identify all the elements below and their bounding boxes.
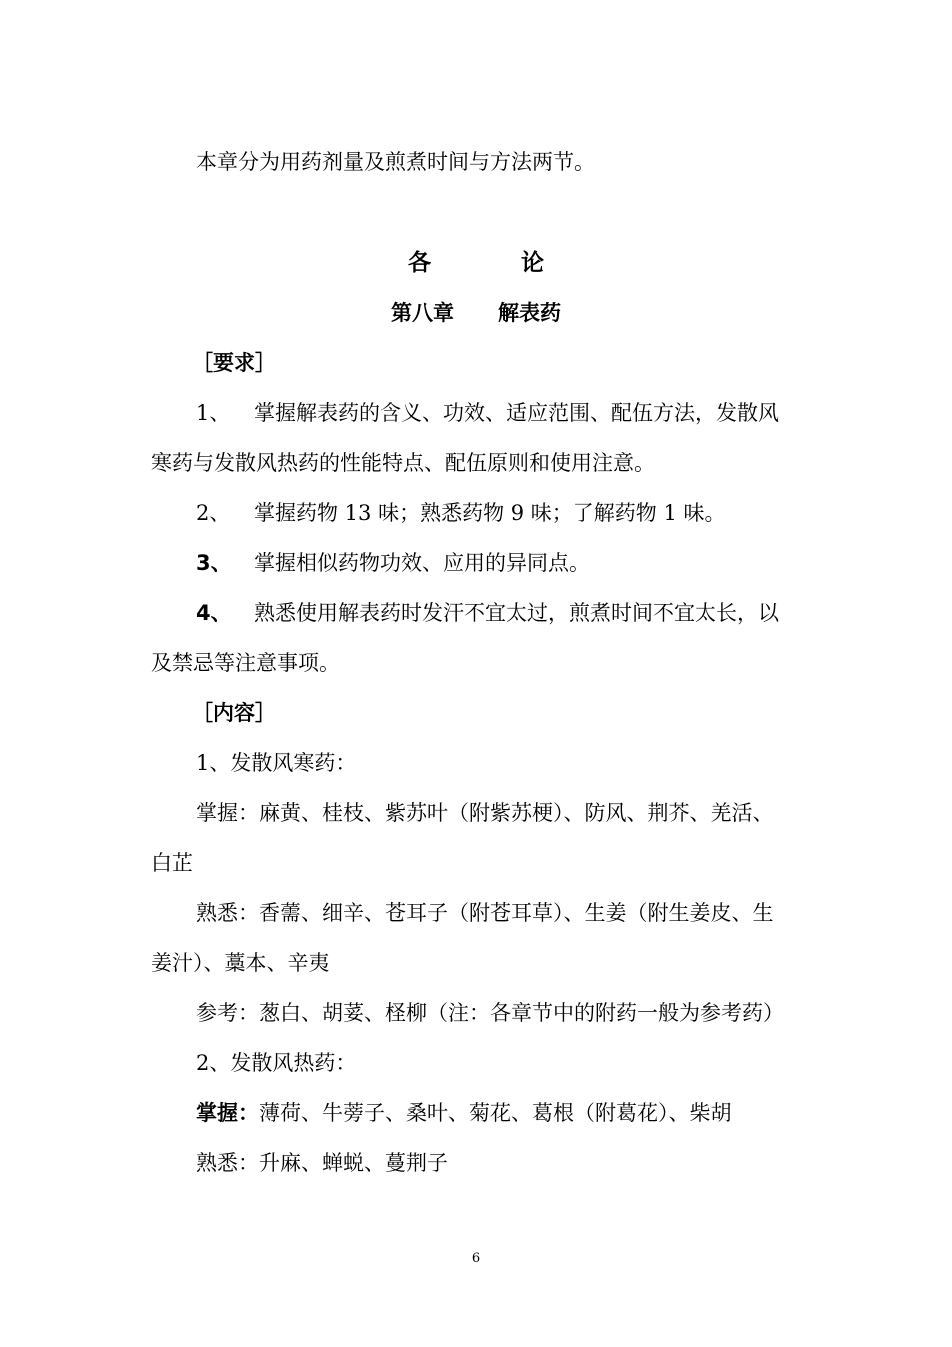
section-heading bbox=[0, 249, 952, 277]
wind-heat-master-text: 薄荷、牛蒡子、桑叶、菊花、葛根（附葛花）、柴胡 bbox=[259, 1101, 732, 1125]
section-heading-left: 各 bbox=[408, 250, 431, 276]
group-title-wind-heat: 2、发散风热药： bbox=[196, 1051, 357, 1075]
wind-cold-familiar: 熟悉：香薷、细辛、苍耳子（附苍耳草）、生姜（附生姜皮、生 bbox=[196, 901, 774, 925]
requirement-item-1 bbox=[196, 399, 779, 427]
wind-heat-familiar: 熟悉：升麻、蝉蜕、蔓荆子 bbox=[196, 1151, 448, 1175]
requirement-text: 掌握解表药的含义、功效、适应范围、配伍方法，发散风 bbox=[254, 401, 779, 425]
requirement-number: 1、 bbox=[196, 401, 231, 425]
requirement-number: 4、 bbox=[196, 601, 232, 625]
requirement-number: 3、 bbox=[196, 551, 232, 575]
requirement-item-1-cont: 寒药与发散风热药的性能特点、配伍原则和使用注意。 bbox=[151, 451, 655, 475]
requirement-number: 2、 bbox=[196, 501, 231, 525]
requirement-item-4-cont: 及禁忌等注意事项。 bbox=[151, 651, 340, 675]
section-heading-right: 论 bbox=[521, 250, 544, 276]
content-heading: ［内容］ bbox=[192, 701, 276, 725]
requirement-item-4 bbox=[196, 599, 779, 627]
chapter-heading bbox=[0, 299, 952, 327]
requirement-text: 熟悉使用解表药时发汗不宜太过，煎煮时间不宜太长，以 bbox=[254, 601, 779, 625]
chapter-title: 解表药 bbox=[498, 301, 561, 325]
wind-cold-familiar-cont: 姜汁）、藁本、辛夷 bbox=[151, 951, 330, 975]
wind-heat-master bbox=[196, 1099, 732, 1127]
wind-cold-reference: 参考：葱白、胡荽、柽柳（注：各章节中的附药一般为参考药） bbox=[196, 1001, 784, 1025]
requirement-item-2 bbox=[196, 499, 726, 527]
wind-heat-master-label: 掌握： bbox=[196, 1101, 259, 1125]
group-title-wind-cold: 1、发散风寒药： bbox=[196, 751, 357, 775]
intro-paragraph: 本章分为用药剂量及煎煮时间与方法两节。 bbox=[196, 150, 595, 174]
wind-cold-master: 掌握：麻黄、桂枝、紫苏叶（附紫苏梗）、防风、荆芥、羌活、 bbox=[196, 801, 774, 825]
page-number: 6 bbox=[471, 1251, 481, 1266]
requirement-text: 掌握相似药物功效、应用的异同点。 bbox=[254, 551, 590, 575]
requirement-text: 掌握药物 13 味；熟悉药物 9 味；了解药物 1 味。 bbox=[254, 501, 726, 525]
wind-cold-master-cont: 白芷 bbox=[151, 851, 193, 875]
requirement-item-3 bbox=[196, 549, 590, 577]
chapter-number: 第八章 bbox=[391, 301, 454, 325]
requirements-heading: ［要求］ bbox=[192, 351, 276, 375]
